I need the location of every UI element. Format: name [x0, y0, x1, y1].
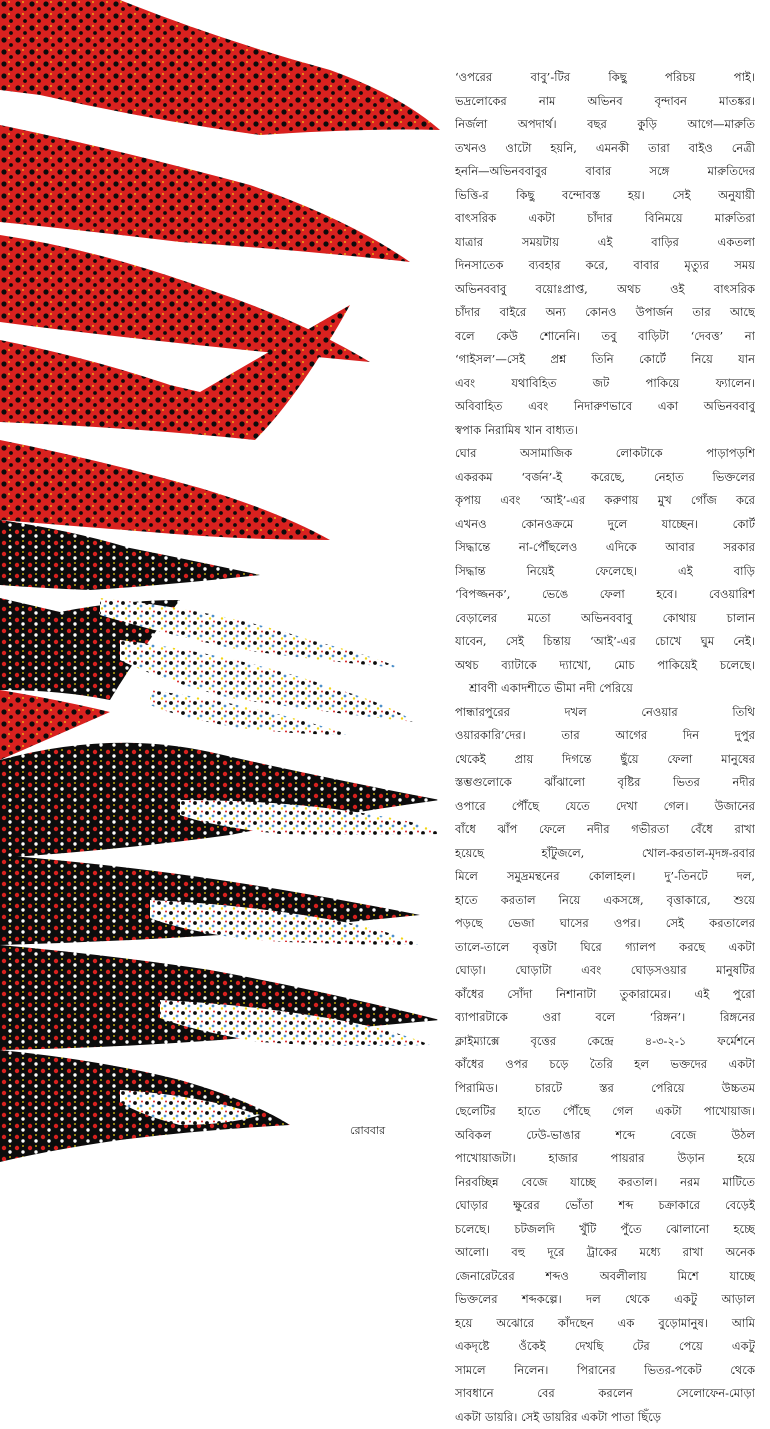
text-line: এখনও কোনওক্রমে দুলে যাচ্ছেন। কোর্ট	[455, 513, 755, 537]
text-line: স্বপাক নিরামিষ খান বাধ্যত।	[455, 419, 755, 443]
text-line: তখনও ওাটো হয়নি, এমনকী তারা বাইও নেত্রী	[455, 137, 755, 161]
page-footer: রোববার	[350, 1122, 385, 1141]
text-line: এবং যথাবিহিত জট পাকিয়ে ফ্যালেন।	[455, 372, 755, 396]
text-line: ভিক্তলের শব্দকল্পে। দল থেকে একটু আড়াল	[455, 1288, 755, 1312]
text-line: বলে কেউ শোনেনি। তবু বাড়িটা ‘দেবত্ত’ না	[455, 325, 755, 349]
text-line: অভিনববাবু বয়োঃপ্রাপ্ত, অথচ ওই বাৎসরিক	[455, 278, 755, 302]
text-line: ঘোড়ার ক্ষুরের ভোঁতা শব্দ চক্রাকারে বেড়েই	[455, 1194, 755, 1218]
text-line: একটা ডায়রি। সেই ডায়রির একটা পাতা ছিঁড়ে	[455, 1406, 755, 1429]
text-line: ওপারে পৌঁছে যেতে দেখা গেল। উজানের	[455, 795, 755, 819]
text-line: বাৎসরিক একটা চাঁদার বিনিময়ে মারুতিরা	[455, 207, 755, 231]
spike-shape	[0, 125, 410, 262]
text-line: কৃপায় এবং ‘আই’-এর করুণায় মুখ গোঁজ করে	[455, 489, 755, 513]
text-line: ভদ্রলোকের নাম অভিনব বৃন্দাবন মাতঙ্কর।	[455, 90, 755, 114]
text-line: কাঁধের ওপর চড়ে তৈরি হল ভক্তদের একটা	[455, 1053, 755, 1077]
text-line: পান্ধারপুরের দখল নেওয়ার তিথি	[455, 701, 755, 725]
article-text	[455, 66, 755, 1429]
text-line: কাঁধের সোঁদা নিশানাটা তুকারামের। এই পুরো	[455, 983, 755, 1007]
text-line: পিরামিড। চারটে স্তর পেরিয়ে উচ্চতম	[455, 1077, 755, 1101]
text-line: শ্রাবণী একাদশীতে ভীমা নদী পেরিয়ে	[455, 677, 755, 701]
spike-shape	[0, 0, 440, 135]
text-line: একরকম ‘বর্জন’-ই করেছে, নেহাত ভিক্তলের	[455, 466, 755, 490]
text-line: হাতে করতাল নিয়ে একসঙ্গে, বৃত্তাকারে, শুয়ে	[455, 889, 755, 913]
spike-shape	[0, 743, 440, 858]
text-line: স্তম্ভগুলোকে ঝাঁঝালো বৃষ্টির ভিতর নদীর	[455, 771, 755, 795]
text-line: পড়ছে ভেজা ঘাসের ওপর। সেই করতালের	[455, 912, 755, 936]
text-line: হননি—অভিনববাবুর বাবার সঙ্গে মারুতিদের	[455, 160, 755, 184]
text-line: চলেছে। চটজলদি খুঁটি পুঁতে ঝোলানো হচ্ছে	[455, 1218, 755, 1242]
text-line: ব্যাপারটাকে ওরা বলে ‘রিঙ্গন’। রিঙ্গনের	[455, 1006, 755, 1030]
text-line: ‘ওপরের বাবু’-টির কিছু পরিচয় পাই।	[455, 66, 755, 90]
text-line: থেকেই প্রায় দিগন্তে ছুঁয়ে ফেলা মানুষের	[455, 748, 755, 772]
text-line: ঘোর অসামাজিক লোকটাকে পাড়াপড়শি	[455, 442, 755, 466]
text-line: ছেলেটির হাতে পৌঁছে গেল একটা পাখোয়াজ।	[455, 1100, 755, 1124]
text-line: যাত্রার সময়টায় এই বাড়ির একতলা	[455, 231, 755, 255]
text-line: বাঁধে ঝাঁপ ফেলে নদীর গভীরতা বেঁধে রাখা	[455, 818, 755, 842]
text-line: তালে-তালে বৃত্তটা ঘিরে গ্যালপ করছে একটা	[455, 936, 755, 960]
text-line: হয়েছে হাঁটুজলে, খোল-করতাল-মৃদঙ্গ-রবার	[455, 842, 755, 866]
text-line: একদৃষ্টে ওঁকেই দেখছি টের পেয়ে একটু	[455, 1335, 755, 1359]
text-line: ‘গাইসল’—সেই প্রশ্ন তিনি কোর্টে নিয়ে যান	[455, 348, 755, 372]
text-line: ঘোড়া। ঘোড়াটা এবং ঘোড়সওয়ার মানুষটির	[455, 959, 755, 983]
text-line: অবিবাহিত এবং নিদারুণভাবে একা অভিনববাবু	[455, 395, 755, 419]
abstract-spiky-illustration	[0, 0, 450, 1162]
text-line: সামলে নিলেন। পিরানের ভিতর-পকেট থেকে	[455, 1359, 755, 1383]
text-line: হয়ে অঝোরে কাঁদছেন এক বুড়োমানুষ। আমি	[455, 1312, 755, 1336]
text-line: মিলে সমুদ্রমন্থনের কোলাহল। দু’-তিনটে দল,	[455, 865, 755, 889]
text-line: সিদ্ধান্তে না-পৌঁছলেও এদিকে আবার সরকার	[455, 536, 755, 560]
text-line: যাবেন, সেই চিন্তায় ‘আই’-এর চোখে ঘুম নেই।	[455, 630, 755, 654]
text-line: ওয়ারকারি’দের। তার আগের দিন দুপুর	[455, 724, 755, 748]
text-line: বেড়ালের মতো অভিনববাবু কোথায় চালান	[455, 607, 755, 631]
text-line: ক্লাইম্যাক্সে বৃত্তের কেন্দ্রে ৪-৩-২-১ ফর্মেশনে	[455, 1030, 755, 1054]
text-line: আলো। বহু দূরে ট্রাকের মধ্যে রাখা অনেক	[455, 1241, 755, 1265]
text-line: অবিকল ঢেউ-ভাঙার শব্দে বেজে উঠল	[455, 1124, 755, 1148]
text-line: নিরবচ্ছিন্ন বেজে যাচ্ছে করতাল। নরম মাটিতে	[455, 1171, 755, 1195]
text-line: পাখোয়াজটা। হাজার পায়রার উড়ান হয়ে	[455, 1147, 755, 1171]
text-line: জেনারেটরের শব্দও অবলীলায় মিশে যাচ্ছে	[455, 1265, 755, 1289]
spike-shape	[0, 440, 330, 540]
text-line: ভিত্তি-র কিছু বন্দোবস্ত হয়। সেই অনুযায়ী	[455, 184, 755, 208]
text-line: সিদ্ধান্ত নিয়েই ফেলেছে। এই বাড়ি	[455, 560, 755, 584]
text-line: চাঁদার বাইরে অন্য কোনও উপার্জন তার আছে	[455, 301, 755, 325]
text-line: দিনসাতেক ব্যবহার করে, বাবার মৃত্যুর সময়	[455, 254, 755, 278]
text-line: অথচ ব্যাটাকে দ্যাখো, মোচ পাকিয়েই চলেছে।	[455, 654, 755, 678]
text-line: ‘বিপজ্জনক’, ভেঙে ফেলা হবে। বেওয়ারিশ	[455, 583, 755, 607]
text-line: সাবধানে বের করলেন সেলোফেন-মোড়া	[455, 1382, 755, 1406]
text-line: নির্জলা অপদার্থ। বছর কুড়ি আগে—মারুতি	[455, 113, 755, 137]
